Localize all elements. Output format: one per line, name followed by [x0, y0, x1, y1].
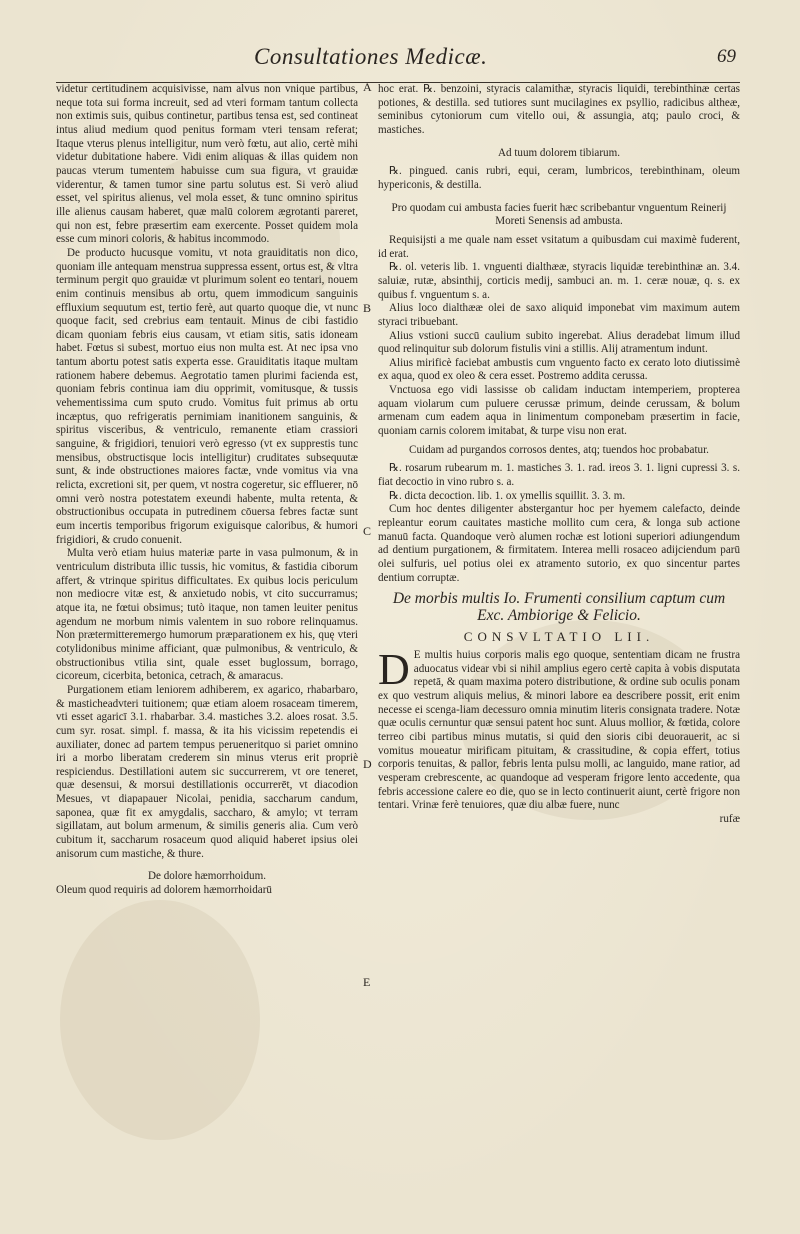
paper-stain	[60, 900, 260, 1140]
paragraph: hoc erat. ℞. benzoini, styracis calamithæ, styracis liquidi, terebinthinæ certas potiones, & destilla. sed tutiores sunt mucilagines ex psyllio, radicibus altheæ, seminibus cytoniorum cum vitello oui, & assungia, atq; paulo croci, & mastiches.	[378, 83, 740, 136]
recipe: ℞. pingued. canis rubri, equi, ceram, lumbricos, terebinthinam, oleum hypericonis, & destilla.	[378, 165, 740, 191]
recipe: ℞. dicta decoction. lib. 1. ox ymellis squillit. 3. 3. m.	[389, 489, 626, 502]
recipe-heading: Cuidam ad purgandos corrosos dentes, atq; tuendos hoc probabatur.	[409, 443, 709, 456]
recipe: ℞. ol. veteris lib. 1. vnguenti dialthææ, styracis liquidæ terebinthinæ an. 3.4. saluiæ, rutæ, absinthij, corticis medij, sambuci an. m. 1. ceræ nouæ, q. s. ex quibus f. vnguentum s. a.	[378, 261, 740, 301]
margin-marker: B	[363, 301, 372, 315]
margin-marker: E	[363, 975, 371, 989]
paragraph: Multa verò etiam huius materiæ parte in vasa pulmonum, & in ventriculum distributa illic tussis, hic vomitus, & fastidia ciborum affert, & vtrinque spiritus difficultates. Ex quibus locis periculum non mediocre vitæ est, & anxietudo nobis, vt cito succurramus; atque ita, ne fœtui obsimus; tutò itaque, non tamen leuiter penitus agendum ne morbum nimis valentem in suo robore relinquamus. Non prætermitteremergo humorum præparationem ex his, quę vteri cotylidonibus minime afficiant, quæ pulmonibus, & ventriculo, & obstructionibus vtilia sint, quale esset buglossum, borrago, cicoreum, cicerbita, betonica, cetrach, & amaracus.	[56, 547, 358, 683]
recipe-heading: Pro quodam cui ambusta facies fuerit hæc scribebantur vnguentum Reinerij Moreti Senensis ad ambusta.	[391, 201, 727, 228]
recipe: ℞. rosarum rubearum m. 1. mastiches 3. 1. rad. ireos 3. 1. ligni cupressi 3. s. fiat decoctio in vino rubro s. a.	[378, 462, 740, 489]
paragraph: Purgationem etiam leniorem adhiberem, ex agarico, rhabarbaro, & masticheadvteri tuitionem; quæ etiam aloem rosaceam timerem, vti esset agaricī 3.1. rhabarbar. 3.4. mastiches 3.2. aloes rosat. 3.5. cum syr. rosat. simpl. f. massa, & ita his vicissim repetendis ei auxiliater, donec ad partem tempus perueneritquo si pariet omnino iri a morbo liberatam crederem sin minus vterus erit propriè respiciendus. Destillationi autem sic succurrerem, vt ore teneret, quæ desensui, & morsui destillationis occurrerēt, vt diacodion Mesues, vt diapapauer Nicolai, penidia, saccharum candum, saponea, quæ fit ex amygdalis, saccharo, & amylo; vt terram sigillatam, aut bolum armenum, & similis generis alia. Cum verò cubitum it, saccharum rosaceum quod aliquid haberet ipsius olei anisorum cum mastiche, & thure.	[56, 683, 358, 860]
left-column	[56, 83, 358, 898]
paragraph: Alius vstioni succū caulium subito ingerebat. Alius deradebat limum illud quod relinquitur sub dolorum fistulis vini a stillis. Alij atramentum indunt.	[378, 329, 740, 356]
margin-marker: C	[363, 524, 372, 538]
paragraph: Alius mirificè faciebat ambustis cum vnguento facto ex cerato loto diutissimè ex aqua, quod ex oleo & cera esset. Postremo addita cerussa.	[378, 356, 740, 383]
paragraph: Requisijsti a me quale nam esset vsitatum a quibusdam cui maximè fuderent, id erat.	[378, 233, 740, 260]
catchword: rufæ	[719, 812, 740, 825]
margin-marker: D	[363, 757, 372, 771]
paragraph: Vnctuosa ego vidi lassisse ob calidam inductam intemperiem, propterea aquam violarum cum puluere cerussæ primum, deinde cerussam, & bolum armenam cum eadem aqua in linimentum componebam præsertim in facie, quoniam carnis colorem imitabat, & turpe visu non erat.	[378, 384, 740, 438]
recipe-heading: Ad tuum dolorem tibiarum.	[497, 146, 620, 159]
right-column	[378, 83, 740, 827]
consultatio-text	[378, 644, 740, 813]
paragraph: videtur certitudinem acquisivisse, nam alvus non vnique partibus, neque tota sui forma increuit, sed ad vteri formam tantum collecta non extimis suis, quibus continetur, partibus tensa est, sed contineat intus aliud medium quod penitus formam vteri tensam referat; Itaque vterus plenus intelligitur, num verò fœtu, aut alio, certè mihi videtur dubitatione habere. Vidi enim aliquas & illas quidem non paucas vterum tumentem habuisse cum sua figura, vt grauidæ viderentur, & tamen tumor sine partu solutus est. Si verò aliud esset, vel spiritus alienus, vel mola esset, & tunc omnino spiritus ille alienus causam haberet, quæ malū colorem ægrotanti pareret, qui non est, febre præsertim eam exercente. Posset quidem mola esse cum minori coloris, & habitus incommodo.	[56, 83, 358, 246]
consultatio-heading: CONSVLTATIO LII.	[463, 629, 655, 645]
page-number: 69	[717, 46, 736, 67]
page-header	[56, 42, 740, 83]
paragraph: Oleum quod requiris ad dolorem hæmorrhoidarū	[56, 884, 272, 897]
running-title: Consultationes Medicæ.	[254, 44, 488, 69]
margin-marker: A	[363, 80, 372, 94]
consilium-title: De morbis multis Io. Frumenti consilium captum cum Exc. Ambiorige & Felicio.	[392, 590, 726, 625]
section-heading: De dolore hæmorrhoidum.	[147, 870, 266, 883]
paragraph: De producto hucusque vomitu, vt nota grauiditatis non dico, quoniam ille antequam menstrua suppressa essent, ortus est, & vltra terminum pergit quo grauidæ vt plurimum solent eo tentari, nouem enim continuis mensibus ab ortu, quem immodicum sanguinis effluxium sequutum est, tertio ferè, aut quarto quoque die, vt nunc quoque facit, sed crebrius eam tentauit. Minus de cibi fastidio dicam quoniam febris eius causam, vt etiam sitis, satis idoneam habet. Fœtus si subest, mortuo eius non multa est. At nec ipsa vno tantum abortu potest satis experta esse. Grauiditatis itaque multam rationem habere debemus. Aegrotatio tamen plurimi facienda est, quoniam febris continua iam diu opprimit, vomitusque, & tussis vehementissima cum sputo crudo. Vomitus fuit primus ab ortu incæptus, quo refrigeratis pernimiam inanitionem sanguinis, & spiritus visceribus, & ventriculo, remanente etiam crassiori sanguine, & frigidiori, tenuiori verò egresso (vt ex supprestis tunc mensibus, obstructisque locis intelligitur) cruditates subsequutæ sunt, & inde obstructiones maiores factæ, vnde vomitus via vna relicta, excretioni sit, per quem, vt nostra cogeretur, sic effluerer, nō omni verò nostra potestatem exeundi habente, multa retenta, & obstructionibus occupata in putredinem cōuersa febres factæ sunt eum incertis temporibus frigorum exiguisque caloribus, & humori frigidiori, & crudo conuenit.	[56, 246, 358, 546]
drop-cap: D	[378, 644, 410, 694]
paragraph: Alius loco dialthææ olei de saxo aliquid imponebat vim maximum autem styraci tribuebant.	[378, 302, 740, 328]
paragraph: Cum hoc dentes diligenter abstergantur hoc per hyemem calefacto, deinde repleantur eorum cauitates mastiche mollito cum cera, & longa sub actione manuū facta. Quandoque verò alumen rochæ est lotioni superiori adiungendum ad dentium purgationem, & firmitatem. Interea melli rosaceo adijciendum parū olei sulfuris, uel potius olei ex atramento sutorio, ex quo sincentur partes dentium corruptæ.	[378, 503, 740, 584]
consultatio-body: E multis huius corporis malis ego quoque, sententiam dicam ne frustra aduocatus videar vbi si nihil amplius egero certè capita à vobis disputata repetā, & quam maxima potero distributione, & ordine sub oculis ponam ex quo vestrum aliquis melius, & minori labore ea describere possit, erit enim necesse ei scenga-liam decessuro omnia minutim literis consignata tradere. Notæ quæ oculis cernuntur quæ sensui patent hoc sunt. Aluus mollior, & fœtida, colore terreo cibi partibus minus mutatis, si quid den sioris cibi deuorauerit, ac si vomitus moueatur mirificam pituitam, & crassitudine, & copia effert, totius corporis tenuitas, & pallor, febris lenta pulsu molli, ac languido, mane ratior, ad vesperam crebrescente, ac quandoque ad vesperam frigore lento accedente, qua febris accessione calere eo die, quo se in lecto continuerit aiunt, certè frigore non tentari. Vrinæ ferè tenuiores, quæ diu albæ fuere, nunc	[378, 648, 740, 812]
